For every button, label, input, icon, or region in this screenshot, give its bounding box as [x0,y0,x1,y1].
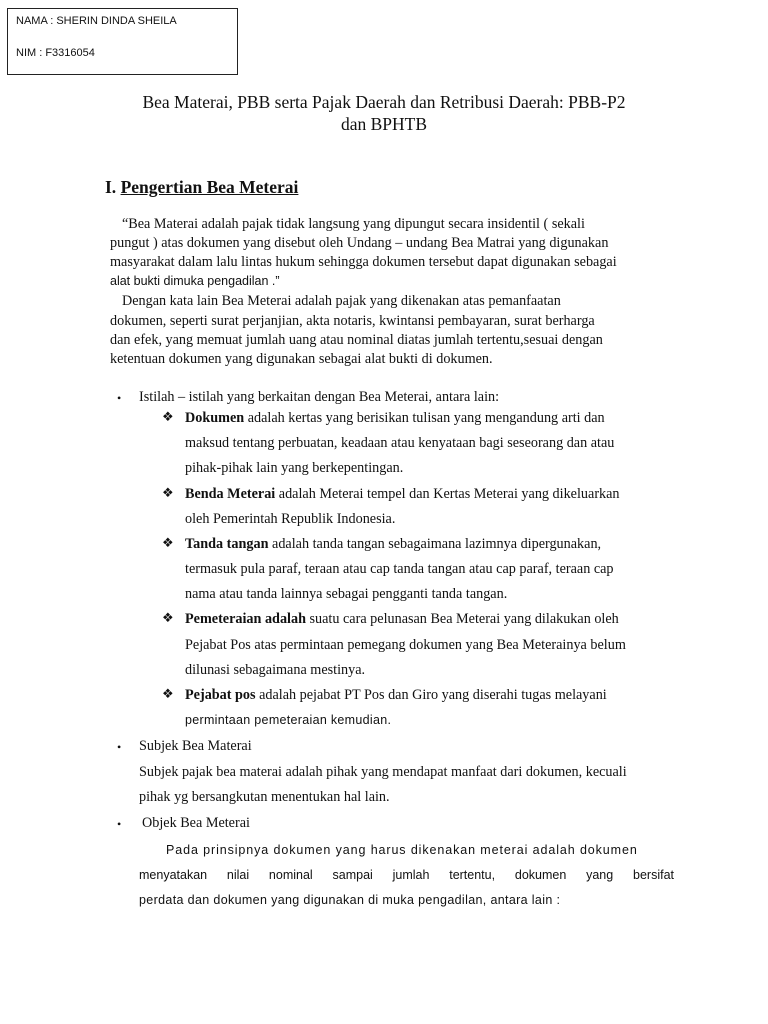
student-nim: NIM : F3316054 [16,47,95,59]
def-tanda-tangan-2: termasuk pula paraf, teraan atau cap tanda tangan atau cap paraf, teraan cap [185,561,614,577]
objek-line-2: menyatakan nilai nominal sampai jumlah tertentu, dokumen yang bersifat [139,868,674,882]
term-pemeteraian: Pemeteraian adalah [185,611,306,627]
quote-line-2: pungut ) atas dokumen yang disebut oleh Undang – undang Bea Matrai yang digunakan [110,235,609,251]
term-tanda-tangan: Tanda tangan [185,536,269,552]
term-benda-meterai: Benda Meterai [185,486,276,502]
diamond-bullet-icon: ❖ [162,536,174,551]
bullet-icon: • [117,391,122,405]
istilah-item-benda-meterai [185,486,620,503]
def-pemeteraian-1: suatu cara pelunasan Bea Meterai yang dilakukan oleh [305,611,619,627]
def-dokumen-1: adalah kertas yang berisikan tulisan yang mengandung arti dan [244,410,605,426]
diamond-bullet-icon: ❖ [162,611,174,626]
quote-line-4: alat bukti dimuka pengadilan .” [110,274,280,288]
istilah-item-dokumen [185,410,605,427]
diamond-bullet-icon: ❖ [162,486,174,501]
quote-line-1: “Bea Materai adalah pajak tidak langsung yang dipungut secara insidentil ( sekali [122,216,585,232]
def-pejabat-pos-1: adalah pejabat PT Pos dan Giro yang diserahi tugas melayani [255,687,607,703]
objek-line-1: Pada prinsipnya dokumen yang harus dikenakan meterai adalah dokumen [166,843,638,857]
paragraph-line-1: Dengan kata lain Bea Meterai adalah pajak yang dikenakan atas pemanfaatan [122,293,561,309]
diamond-bullet-icon: ❖ [162,410,174,425]
objek-line-3: perdata dan dokumen yang digunakan di muka pengadilan, antara lain : [139,893,561,907]
title-line-1: Bea Materai, PBB serta Pajak Daerah dan Retribusi Daerah: PBB-P2 [142,92,626,112]
def-pemeteraian-3: dilunasi sebagaimana mestinya. [185,662,366,678]
section-number: I. [105,177,117,197]
def-benda-meterai-1: adalah Meterai tempel dan Kertas Meterai yang dikeluarkan [275,486,620,502]
istilah-intro: Istilah – istilah yang berkaitan dengan Bea Meterai, antara lain: [139,389,500,405]
title-line-2: dan BPHTB [340,114,428,134]
def-tanda-tangan-1: adalah tanda tangan sebagaimana lazimnya dipergunakan, [268,536,602,552]
objek-label: Objek Bea Meterai [142,815,250,831]
term-pejabat-pos: Pejabat pos [185,687,256,703]
paragraph-line-2: dokumen, seperti surat perjanjian, akta notaris, kwintansi pembayaran, surat berharga [110,313,595,329]
term-dokumen: Dokumen [185,410,245,426]
istilah-item-tanda-tangan [185,536,601,553]
def-dokumen-2: maksud tentang perbuatan, keadaan atau kenyataan bagi seseorang dan atau [185,435,615,451]
section-heading [105,177,298,198]
istilah-item-pemeteraian [185,611,619,628]
subjek-line-2: pihak yg bersangkutan menentukan hal lain. [139,789,390,805]
def-pemeteraian-2: Pejabat Pos atas permintaan pemegang dokumen yang Bea Meterainya belum [185,637,626,653]
def-tanda-tangan-3: nama atau tanda lainnya sebagai pengganti tanda tangan. [185,586,508,602]
bullet-icon: • [117,817,122,831]
paragraph-line-3: dan efek, yang memuat jumlah uang atau nominal diatas jumlah tertentu,sesuai dengan [110,332,603,348]
paragraph-line-4: ketentuan dokumen yang digunakan sebagai alat bukti di dokumen. [110,351,493,367]
def-benda-meterai-2: oleh Pemerintah Republik Indonesia. [185,511,396,527]
quote-line-3: masyarakat dalam lalu lintas hukum sehingga dokumen tersebut dapat digunakan sebagai [110,254,617,270]
subjek-label: Subjek Bea Materai [139,738,252,754]
diamond-bullet-icon: ❖ [162,687,174,702]
def-dokumen-3: pihak-pihak lain yang berkepentingan. [185,460,404,476]
student-name: NAMA : SHERIN DINDA SHEILA [16,15,177,27]
document-title [60,91,708,135]
def-pejabat-pos-2: permintaan pemeteraian kemudian. [185,713,392,727]
student-info-box [7,8,238,75]
istilah-item-pejabat-pos [185,687,607,704]
section-title: Pengertian Bea Meterai [120,177,299,197]
bullet-icon: • [117,740,122,754]
subjek-line-1: Subjek pajak bea materai adalah pihak yang mendapat manfaat dari dokumen, kecuali [139,764,627,780]
